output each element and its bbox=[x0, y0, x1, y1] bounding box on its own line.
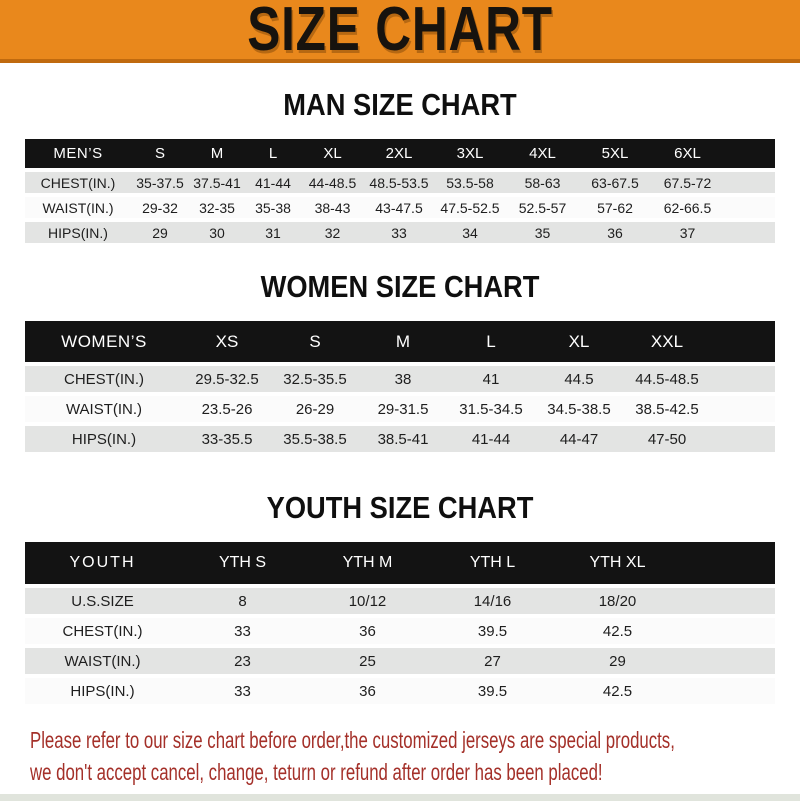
size-cell: 41 bbox=[447, 366, 535, 396]
size-cell: 33-35.5 bbox=[183, 426, 271, 456]
youth-section-heading: YOUTH SIZE CHART bbox=[266, 490, 534, 525]
size-cell: 44.5 bbox=[535, 366, 623, 396]
table-row bbox=[25, 678, 775, 708]
spacer-cell bbox=[724, 222, 775, 247]
table-row bbox=[25, 366, 775, 396]
size-cell: 30 bbox=[189, 222, 245, 247]
spacer-cell bbox=[724, 197, 775, 222]
mens-col-header: 2XL bbox=[364, 139, 434, 172]
youth-col-header: YTH M bbox=[305, 542, 430, 588]
size-cell: 52.5-57 bbox=[506, 197, 579, 222]
man-section-heading: MAN SIZE CHART bbox=[283, 87, 517, 122]
mens-col-header: S bbox=[131, 139, 189, 172]
disclaimer-line2: we don't accept cancel, change, teturn or refund after order has been placed! bbox=[30, 759, 603, 785]
size-cell: 35.5-38.5 bbox=[271, 426, 359, 456]
women-section-heading: WOMEN SIZE CHART bbox=[260, 269, 540, 304]
size-cell: 37 bbox=[651, 222, 724, 247]
mens-col-header: 3XL bbox=[434, 139, 506, 172]
womens-size-table bbox=[25, 321, 775, 456]
size-cell: 10/12 bbox=[305, 588, 430, 618]
size-cell: 35-37.5 bbox=[131, 172, 189, 197]
size-cell: 29 bbox=[555, 648, 680, 678]
youth-header-row bbox=[25, 542, 775, 588]
women-size-section bbox=[0, 271, 800, 456]
size-cell: 29 bbox=[131, 222, 189, 247]
size-cell: 39.5 bbox=[430, 618, 555, 648]
size-cell: 39.5 bbox=[430, 678, 555, 708]
womens-col-header: XS bbox=[183, 321, 271, 366]
size-cell: 38-43 bbox=[301, 197, 364, 222]
size-cell: 63-67.5 bbox=[579, 172, 651, 197]
size-cell: 38.5-42.5 bbox=[623, 396, 711, 426]
spacer-cell bbox=[724, 172, 775, 197]
man-size-section bbox=[0, 89, 800, 247]
disclaimer-line1: Please refer to our size chart before order,the customized jerseys are special products, bbox=[30, 727, 675, 753]
size-cell: 42.5 bbox=[555, 678, 680, 708]
size-cell: 47.5-52.5 bbox=[434, 197, 506, 222]
mens-header-row bbox=[25, 139, 775, 172]
size-cell: 36 bbox=[305, 678, 430, 708]
size-cell: 44.5-48.5 bbox=[623, 366, 711, 396]
spacer-cell bbox=[711, 396, 775, 426]
size-cell: 32 bbox=[301, 222, 364, 247]
size-cell: 14/16 bbox=[430, 588, 555, 618]
size-cell: 34 bbox=[434, 222, 506, 247]
row-label: WAIST(IN.) bbox=[25, 648, 180, 678]
size-cell: 41-44 bbox=[245, 172, 301, 197]
mens-size-table bbox=[25, 139, 775, 247]
size-cell: 35 bbox=[506, 222, 579, 247]
size-cell: 62-66.5 bbox=[651, 197, 724, 222]
mens-col-header: XL bbox=[301, 139, 364, 172]
size-cell: 8 bbox=[180, 588, 305, 618]
womens-col-header: M bbox=[359, 321, 447, 366]
size-cell: 48.5-53.5 bbox=[364, 172, 434, 197]
size-cell: 43-47.5 bbox=[364, 197, 434, 222]
row-label: CHEST(IN.) bbox=[25, 366, 183, 396]
size-cell: 42.5 bbox=[555, 618, 680, 648]
spacer-cell bbox=[680, 618, 775, 648]
page-title: SIZE CHART bbox=[247, 0, 553, 64]
spacer-cell bbox=[680, 678, 775, 708]
womens-header-row bbox=[25, 321, 775, 366]
mens-col-header: L bbox=[245, 139, 301, 172]
spacer-cell bbox=[680, 648, 775, 678]
size-cell: 31.5-34.5 bbox=[447, 396, 535, 426]
table-row bbox=[25, 426, 775, 456]
row-label: HIPS(IN.) bbox=[25, 222, 131, 247]
mens-col-header: M bbox=[189, 139, 245, 172]
spacer-cell bbox=[724, 139, 775, 172]
size-cell: 32.5-35.5 bbox=[271, 366, 359, 396]
size-cell: 36 bbox=[579, 222, 651, 247]
size-cell: 29-32 bbox=[131, 197, 189, 222]
row-label: HIPS(IN.) bbox=[25, 426, 183, 456]
row-label: CHEST(IN.) bbox=[25, 172, 131, 197]
womens-col-header: L bbox=[447, 321, 535, 366]
size-cell: 67.5-72 bbox=[651, 172, 724, 197]
size-cell: 32-35 bbox=[189, 197, 245, 222]
size-cell: 33 bbox=[180, 618, 305, 648]
size-cell: 23 bbox=[180, 648, 305, 678]
spacer-cell bbox=[711, 366, 775, 396]
womens-table-label: WOMEN’S bbox=[25, 321, 183, 366]
row-label: WAIST(IN.) bbox=[25, 396, 183, 426]
size-cell: 18/20 bbox=[555, 588, 680, 618]
row-label: HIPS(IN.) bbox=[25, 678, 180, 708]
size-cell: 27 bbox=[430, 648, 555, 678]
banner bbox=[0, 0, 800, 63]
row-label: WAIST(IN.) bbox=[25, 197, 131, 222]
size-cell: 33 bbox=[180, 678, 305, 708]
table-row bbox=[25, 588, 775, 618]
mens-col-header: 5XL bbox=[579, 139, 651, 172]
size-cell: 25 bbox=[305, 648, 430, 678]
size-cell: 29-31.5 bbox=[359, 396, 447, 426]
mens-table-label: MEN’S bbox=[25, 139, 131, 172]
size-cell: 57-62 bbox=[579, 197, 651, 222]
table-row bbox=[25, 222, 775, 247]
spacer-cell bbox=[711, 426, 775, 456]
size-cell: 35-38 bbox=[245, 197, 301, 222]
table-row bbox=[25, 197, 775, 222]
size-cell: 47-50 bbox=[623, 426, 711, 456]
womens-col-header: XL bbox=[535, 321, 623, 366]
size-cell: 29.5-32.5 bbox=[183, 366, 271, 396]
size-cell: 36 bbox=[305, 618, 430, 648]
table-row bbox=[25, 618, 775, 648]
table-row bbox=[25, 396, 775, 426]
size-cell: 58-63 bbox=[506, 172, 579, 197]
size-cell: 31 bbox=[245, 222, 301, 247]
youth-table-label: YOUTH bbox=[25, 542, 180, 588]
womens-col-header: S bbox=[271, 321, 359, 366]
size-cell: 23.5-26 bbox=[183, 396, 271, 426]
size-cell: 26-29 bbox=[271, 396, 359, 426]
youth-col-header: YTH S bbox=[180, 542, 305, 588]
size-cell: 44-47 bbox=[535, 426, 623, 456]
row-label: U.S.SIZE bbox=[25, 588, 180, 618]
spacer-cell bbox=[680, 588, 775, 618]
mens-col-header: 6XL bbox=[651, 139, 724, 172]
size-cell: 38.5-41 bbox=[359, 426, 447, 456]
size-cell: 33 bbox=[364, 222, 434, 247]
size-cell: 53.5-58 bbox=[434, 172, 506, 197]
table-row bbox=[25, 172, 775, 197]
disclaimer bbox=[30, 724, 675, 788]
size-cell: 37.5-41 bbox=[189, 172, 245, 197]
row-label: CHEST(IN.) bbox=[25, 618, 180, 648]
spacer-cell bbox=[680, 542, 775, 588]
size-cell: 34.5-38.5 bbox=[535, 396, 623, 426]
size-cell: 44-48.5 bbox=[301, 172, 364, 197]
spacer-cell bbox=[711, 321, 775, 366]
womens-col-header: XXL bbox=[623, 321, 711, 366]
youth-col-header: YTH L bbox=[430, 542, 555, 588]
youth-size-table bbox=[25, 542, 775, 708]
youth-size-section bbox=[0, 492, 800, 708]
youth-col-header: YTH XL bbox=[555, 542, 680, 588]
mens-col-header: 4XL bbox=[506, 139, 579, 172]
size-cell: 41-44 bbox=[447, 426, 535, 456]
table-row bbox=[25, 648, 775, 678]
size-cell: 38 bbox=[359, 366, 447, 396]
